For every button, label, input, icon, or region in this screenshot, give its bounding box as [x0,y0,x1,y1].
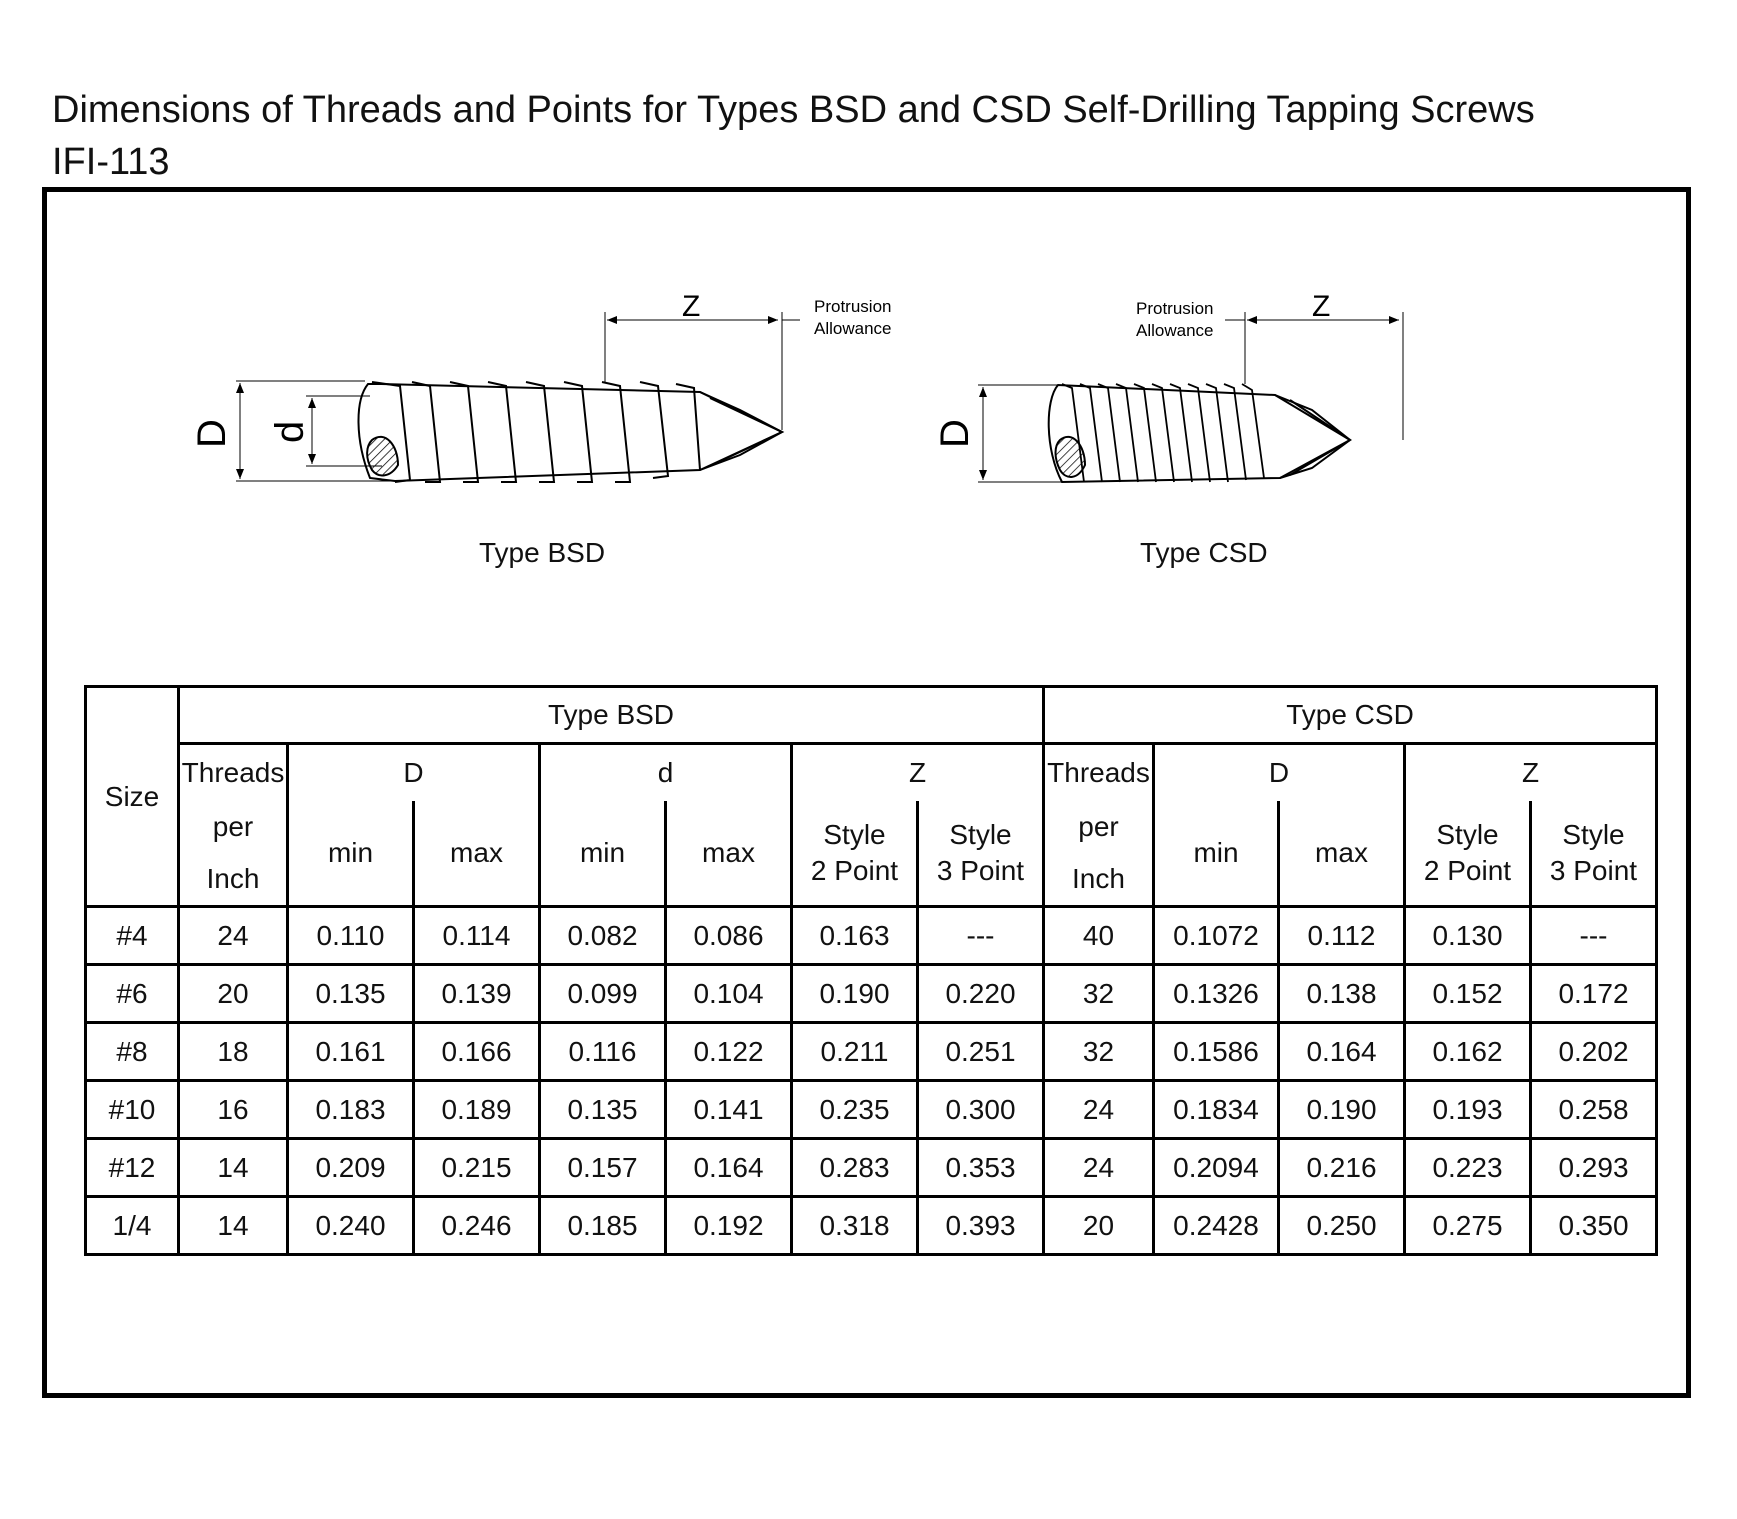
bsd-d-min-cell: 0.116 [540,1023,666,1081]
csd-Z2-cell: 0.162 [1405,1023,1531,1081]
table-row [86,965,1657,1023]
table-row [86,1081,1657,1139]
bsd-label-Z: Z [682,290,701,323]
bsd-Z2-cell: 0.163 [792,907,918,965]
csd-per-inch-header: per Inch [1044,801,1154,907]
size-cell: 1/4 [86,1197,179,1255]
csd-protrusion-line1: Protrusion [1136,299,1214,318]
csd-D-max-cell: 0.138 [1279,965,1405,1023]
size-cell: #8 [86,1023,179,1081]
title-line-1: Dimensions of Threads and Points for Types BSD and CSD Self-Drilling Tapping Screws [52,89,1535,131]
bsd-Z3-cell: --- [918,907,1044,965]
title-line-2: IFI-113 [52,141,170,183]
table-row [86,1023,1657,1081]
bsd-label-d: d [268,420,312,443]
csd-Z2-cell: 0.130 [1405,907,1531,965]
csd-tpi-cell: 32 [1044,965,1154,1023]
bsd-D-max-cell: 0.189 [414,1081,540,1139]
csd-tpi-cell: 40 [1044,907,1154,965]
bsd-per-inch-header: per Inch [179,801,288,907]
bsd-d-max-cell: 0.164 [666,1139,792,1197]
size-cell: #4 [86,907,179,965]
bsd-D-min-cell: 0.209 [288,1139,414,1197]
bsd-d-min-cell: 0.185 [540,1197,666,1255]
bsd-Z-style2-header: Style 2 Point [792,801,918,907]
csd-D-min-cell: 0.1834 [1154,1081,1279,1139]
bsd-D-max-cell: 0.246 [414,1197,540,1255]
csd-D-min-cell: 0.1072 [1154,907,1279,965]
csd-Z3-cell: 0.350 [1531,1197,1657,1255]
csd-Z-style2-header: Style 2 Point [1405,801,1531,907]
csd-group-header: Type CSD [1044,687,1657,744]
csd-tpi-cell: 24 [1044,1081,1154,1139]
csd-Z-style3-header: Style 3 Point [1531,801,1657,907]
table-row [86,907,1657,965]
bsd-label-D: D [190,419,234,448]
size-cell: #6 [86,965,179,1023]
bsd-tpi-cell: 20 [179,965,288,1023]
bsd-D-max-cell: 0.114 [414,907,540,965]
screw-drawings [0,0,1737,680]
csd-Z2-cell: 0.152 [1405,965,1531,1023]
csd-tpi-cell: 32 [1044,1023,1154,1081]
bsd-d-max-cell: 0.122 [666,1023,792,1081]
bsd-tpi-cell: 24 [179,907,288,965]
bsd-D-max-cell: 0.166 [414,1023,540,1081]
bsd-d-max-cell: 0.086 [666,907,792,965]
csd-Z2-cell: 0.193 [1405,1081,1531,1139]
size-cell: #12 [86,1139,179,1197]
bsd-Z2-cell: 0.235 [792,1081,918,1139]
csd-label-D: D [933,419,977,448]
csd-D-min-cell: 0.2428 [1154,1197,1279,1255]
bsd-Z-header: Z [792,744,1044,802]
size-header: Size [86,687,179,907]
bsd-Z2-cell: 0.283 [792,1139,918,1197]
csd-tpi-cell: 20 [1044,1197,1154,1255]
bsd-caption: Type BSD [479,537,606,568]
bsd-D-min-cell: 0.240 [288,1197,414,1255]
bsd-Z3-cell: 0.393 [918,1197,1044,1255]
csd-Z2-cell: 0.275 [1405,1197,1531,1255]
bsd-D-min-cell: 0.161 [288,1023,414,1081]
bsd-d-min-cell: 0.157 [540,1139,666,1197]
csd-D-min-cell: 0.2094 [1154,1139,1279,1197]
bsd-d-min-cell: 0.099 [540,965,666,1023]
bsd-d-min-cell: 0.082 [540,907,666,965]
csd-tpi-cell: 24 [1044,1139,1154,1197]
table-row [86,1197,1657,1255]
bsd-Z3-cell: 0.220 [918,965,1044,1023]
bsd-tpi-cell: 18 [179,1023,288,1081]
csd-Z3-cell: 0.202 [1531,1023,1657,1081]
csd-Z-header: Z [1405,744,1657,802]
csd-D-max-cell: 0.250 [1279,1197,1405,1255]
bsd-d-min-cell: 0.135 [540,1081,666,1139]
bsd-Z3-cell: 0.353 [918,1139,1044,1197]
bsd-D-min-header: min [288,801,414,907]
csd-threads-header: Threads [1044,744,1154,802]
bsd-d-max-cell: 0.192 [666,1197,792,1255]
bsd-D-min-cell: 0.110 [288,907,414,965]
bsd-Z3-cell: 0.251 [918,1023,1044,1081]
bsd-screw [236,312,800,482]
bsd-D-max-cell: 0.215 [414,1139,540,1197]
size-cell: #10 [86,1081,179,1139]
bsd-Z2-cell: 0.190 [792,965,918,1023]
csd-Z2-cell: 0.223 [1405,1139,1531,1197]
csd-D-min-cell: 0.1586 [1154,1023,1279,1081]
csd-D-max-cell: 0.190 [1279,1081,1405,1139]
bsd-d-min-header: min [540,801,666,907]
csd-D-header: D [1154,744,1405,802]
bsd-D-max-header: max [414,801,540,907]
csd-Z3-cell: 0.293 [1531,1139,1657,1197]
bsd-D-min-cell: 0.135 [288,965,414,1023]
bsd-Z3-cell: 0.300 [918,1081,1044,1139]
csd-Z3-cell: 0.258 [1531,1081,1657,1139]
csd-D-min-cell: 0.1326 [1154,965,1279,1023]
csd-caption: Type CSD [1140,537,1268,568]
bsd-d-max-cell: 0.104 [666,965,792,1023]
bsd-tpi-cell: 14 [179,1139,288,1197]
bsd-group-header: Type BSD [179,687,1044,744]
csd-D-max-cell: 0.216 [1279,1139,1405,1197]
bsd-Z2-cell: 0.318 [792,1197,918,1255]
csd-D-max-cell: 0.112 [1279,907,1405,965]
dimensions-table [84,685,1658,1256]
bsd-D-max-cell: 0.139 [414,965,540,1023]
csd-Z3-cell: 0.172 [1531,965,1657,1023]
bsd-D-header: D [288,744,540,802]
bsd-d-max-header: max [666,801,792,907]
bsd-protrusion-line2: Allowance [814,319,892,338]
bsd-d-header: d [540,744,792,802]
csd-D-max-header: max [1279,801,1405,907]
bsd-tpi-cell: 16 [179,1081,288,1139]
bsd-protrusion-line1: Protrusion [814,297,892,316]
bsd-Z2-cell: 0.211 [792,1023,918,1081]
csd-Z3-cell: --- [1531,907,1657,965]
csd-label-Z: Z [1312,290,1331,323]
bsd-tpi-cell: 14 [179,1197,288,1255]
csd-D-max-cell: 0.164 [1279,1023,1405,1081]
csd-D-min-header: min [1154,801,1279,907]
table-row [86,1139,1657,1197]
bsd-threads-header: Threads [179,744,288,802]
csd-protrusion-line2: Allowance [1136,321,1214,340]
bsd-Z-style3-header: Style 3 Point [918,801,1044,907]
bsd-d-max-cell: 0.141 [666,1081,792,1139]
bsd-D-min-cell: 0.183 [288,1081,414,1139]
